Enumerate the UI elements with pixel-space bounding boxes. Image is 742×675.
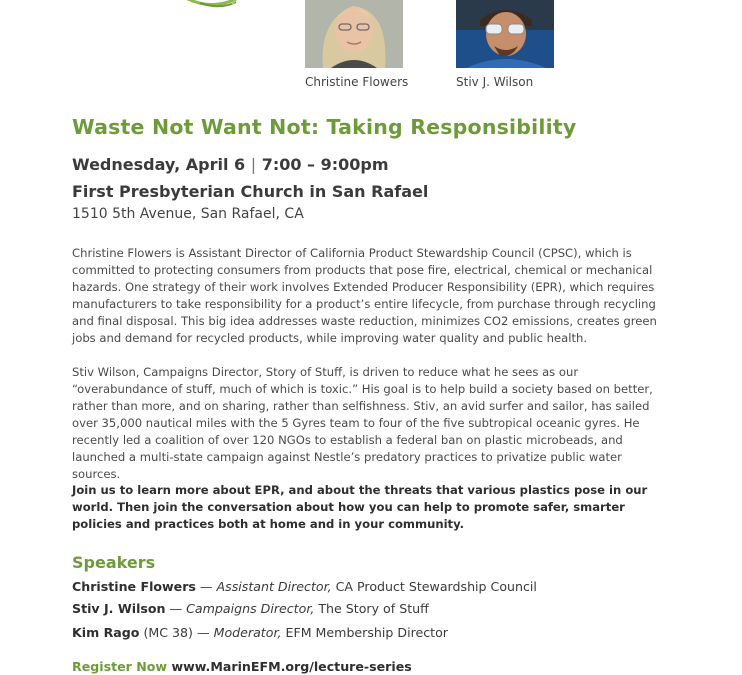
speaker-item: [72, 625, 672, 640]
stiv-bio-paragraph: Stiv Wilson, Campaigns Director, Story of Stuff, is driven to reduce what he sees as our “overabundance of stuff, much of which is toxic.” His goal is to help build a society based on better, rather than more, and on sharing, rather than selfishness. Stiv, an avid surfer and sailor, has sailed over 35,000 nautical miles with the 5 Gyres team to four of the five subtropical oceanic gyres. He recently led a coalition of over 120 NGOs to establish a federal ban on plastic microbeads, and launched a multi-state campaign against Nestle’s predatory practices to privatize public water sources.: [72, 365, 653, 481]
speaker-org: The Story of Stuff: [314, 601, 429, 616]
speaker-name: Christine Flowers: [72, 579, 196, 594]
leaf-graphic: [180, 0, 250, 12]
speaker-item: [72, 579, 672, 594]
christine-flowers-photo: [305, 0, 403, 68]
event-time: 7:00 – 9:00pm: [261, 155, 389, 174]
speaker-dash: —: [192, 625, 214, 640]
register-label: Register Now: [72, 659, 168, 674]
speaker-role: Campaigns Director,: [186, 601, 315, 616]
event-date: Wednesday, April 6: [72, 155, 246, 174]
speaker-item: [72, 601, 672, 616]
photo-caption: Christine Flowers: [305, 75, 409, 89]
event-title: Waste Not Want Not: Taking Responsibility: [72, 115, 577, 139]
speaker-org: EFM Membership Director: [281, 625, 448, 640]
stiv-wilson-photo: [456, 0, 554, 68]
separator: |: [250, 155, 257, 174]
speaker-name: Kim Rago: [72, 625, 140, 640]
speaker-dash: —: [195, 579, 217, 594]
speaker-org: CA Product Stewardship Council: [331, 579, 537, 594]
speaker-extra: (MC 38): [139, 625, 193, 640]
christine-bio-paragraph: Christine Flowers is Assistant Director of California Product Stewardship Council (CPSC), which is committed to protecting consumers from products that pose fire, electrical, chemical or mechanical hazards. One strategy of their work involves Extended Producer Responsibility (EPR), which requires manufacturers to take responsibility for a product’s entire lifecycle, from purchase through recycling and final disposal. This big idea addresses waste reduction, minimizes CO2 emissions, creates green jobs and demand for recycled products, while improving water quality and public health.: [72, 246, 657, 345]
photo-caption: Stiv J. Wilson: [456, 75, 534, 89]
event-venue: First Presbyterian Church in San Rafael: [72, 182, 429, 201]
register-link[interactable]: www.MarinEFM.org/lecture-series: [171, 659, 412, 674]
speakers-heading: Speakers: [72, 553, 156, 572]
event-datetime: [72, 155, 672, 174]
call-to-action-paragraph: Join us to learn more about EPR, and about the threats that various plastics pose in our world. Then join the conversation about how you can help to promote safer, smarter policies and practices both at home and in your community.: [72, 483, 648, 531]
speaker-dash: —: [165, 601, 187, 616]
event-address: 1510 5th Avenue, San Rafael, CA: [72, 206, 304, 222]
speaker-role: Assistant Director,: [216, 579, 332, 594]
speaker-role: Moderator,: [213, 625, 282, 640]
speaker-name: Stiv J. Wilson: [72, 601, 166, 616]
register-line: [72, 659, 672, 674]
